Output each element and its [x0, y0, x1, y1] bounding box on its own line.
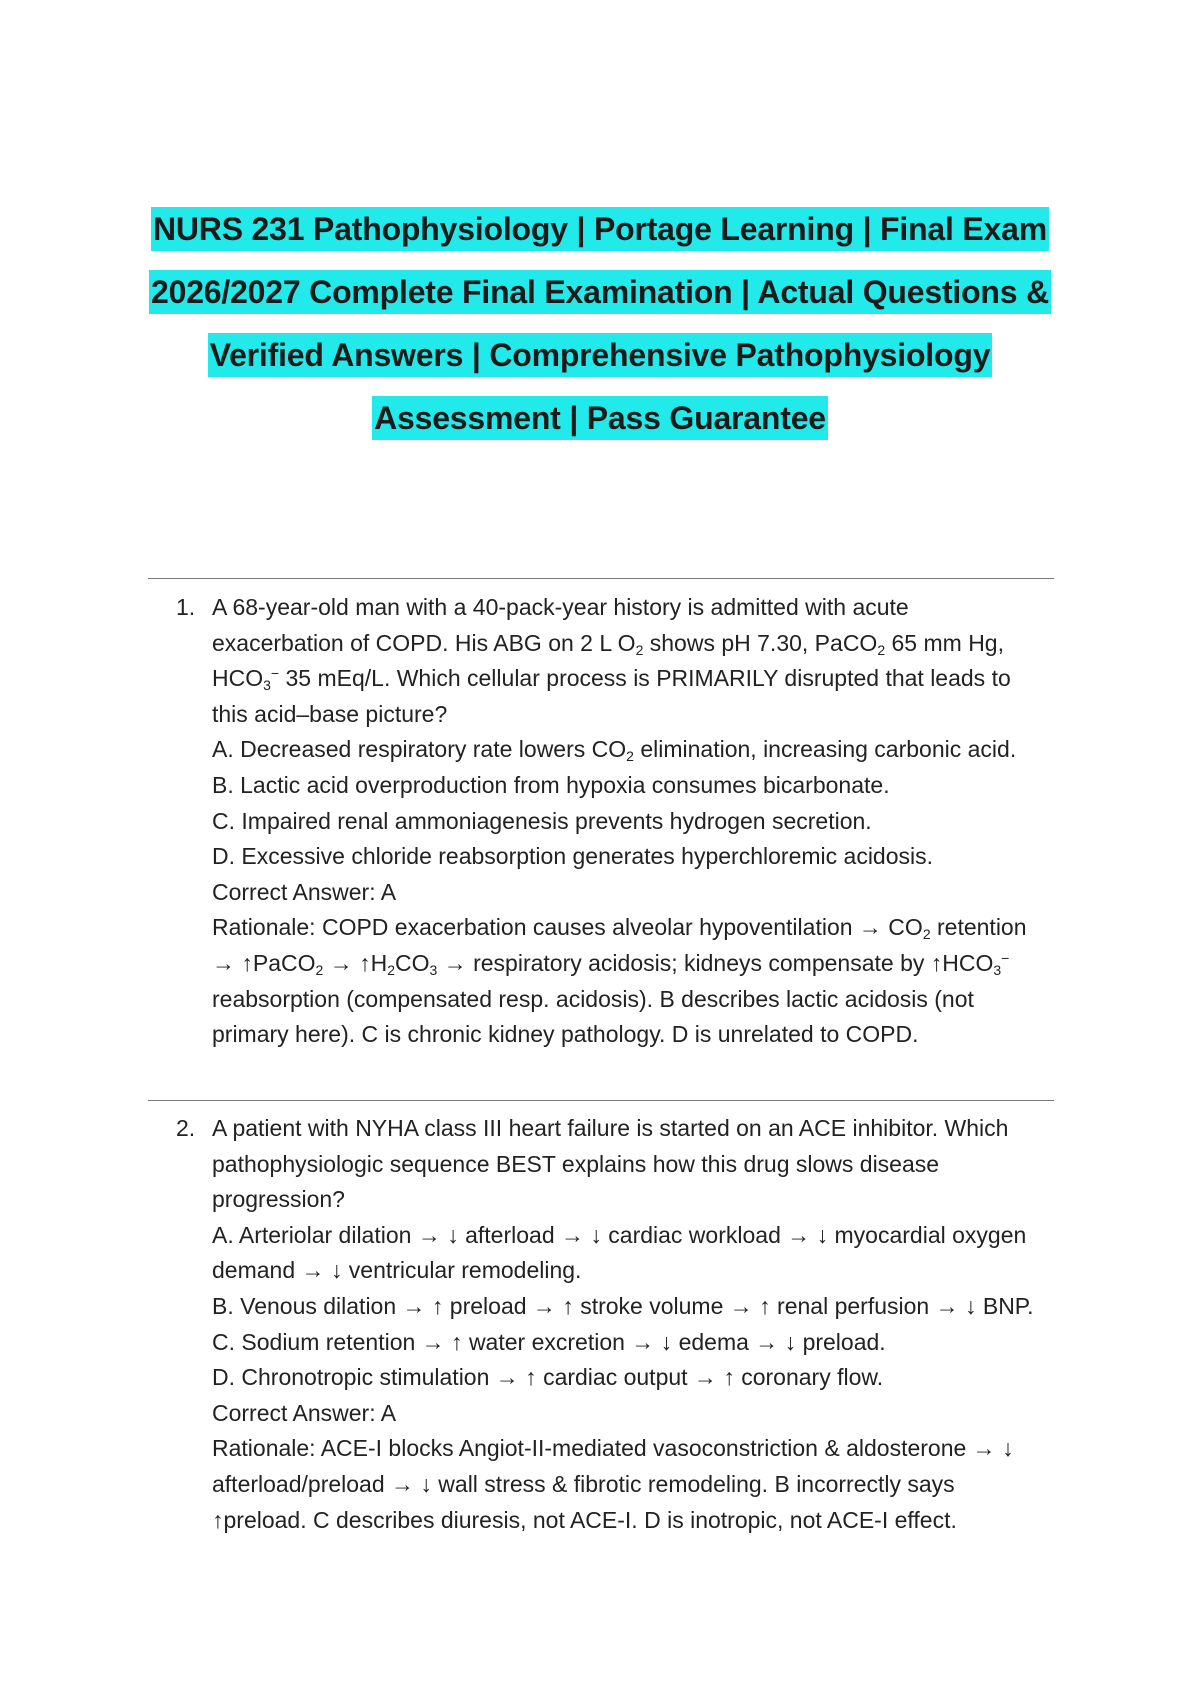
- question-stem-line: [212, 1147, 1056, 1183]
- text-run: D. Chronotropic stimulation → ↑ cardiac output → ↑ coronary flow.: [212, 1364, 884, 1391]
- title-line-text: Assessment | Pass Guarantee: [372, 396, 828, 440]
- section-divider: [148, 1100, 1054, 1101]
- subscript: 2: [877, 641, 886, 658]
- text-run: CO: [395, 949, 430, 976]
- text-run: D. Excessive chloride reabsorption generates hyperchloremic acidosis.: [212, 843, 934, 870]
- question-stem-line: [212, 661, 1056, 697]
- title-line: [100, 261, 1100, 324]
- question-stem-line: [212, 626, 1056, 662]
- text-run: B. Venous dilation → ↑ preload → ↑ stroke volume → ↑ renal perfusion → ↓ BNP.: [212, 1292, 1034, 1319]
- question-stem-line: [212, 590, 1056, 626]
- answer-option-line: [212, 768, 1056, 804]
- text-run: → ↑H: [323, 949, 388, 976]
- subscript: 3: [429, 961, 438, 978]
- answer-option-line: [212, 1253, 1056, 1289]
- answer-option-line: [212, 732, 1056, 768]
- text-run: shows pH 7.30, PaCO: [643, 629, 878, 656]
- subscript: 3: [993, 961, 1002, 978]
- text-run: progression?: [212, 1186, 345, 1213]
- text-run: HCO: [212, 665, 264, 692]
- text-run: primary here). C is chronic kidney pathology. D is unrelated to COPD.: [212, 1021, 919, 1048]
- text-run: ↑preload. C describes diuresis, not ACE-I. D is inotropic, not ACE-I effect.: [212, 1506, 957, 1533]
- text-run: elimination, increasing carbonic acid.: [633, 736, 1017, 763]
- subscript: 3: [263, 677, 271, 694]
- text-run: → respiratory acidosis; kidneys compensate by ↑HCO: [437, 949, 994, 976]
- text-run: A 68-year-old man with a 40-pack-year history is admitted with acute: [212, 594, 909, 620]
- title-line-text: 2026/2027 Complete Final Examination | Actual Questions &: [149, 270, 1051, 314]
- text-run: this acid–base picture?: [212, 700, 448, 727]
- text-run: retention: [930, 914, 1027, 941]
- text-run: C. Sodium retention → ↑ water excretion → ↓ edema → ↓ preload.: [212, 1328, 886, 1355]
- text-run: A. Arteriolar dilation → ↓ afterload → ↓ cardiac workload → ↓ myocardial oxygen: [212, 1221, 1027, 1248]
- section-divider: [148, 578, 1054, 579]
- question-1: [176, 590, 1056, 1053]
- text-run: exacerbation of COPD. His ABG on 2 L O: [212, 629, 636, 656]
- correct-answer: Correct Answer: A: [212, 878, 397, 905]
- question-stem-line: [212, 1111, 1056, 1147]
- title-line: [100, 198, 1100, 261]
- rationale-line: [212, 1467, 1056, 1503]
- answer-option-line: [212, 1325, 1056, 1361]
- text-run: afterload/preload → ↓ wall stress & fibrotic remodeling. B incorrectly says: [212, 1470, 955, 1497]
- text-run: reabsorption (compensated resp. acidosis). B describes lactic acidosis (not: [212, 985, 974, 1012]
- title-line: [100, 387, 1100, 450]
- text-run: Rationale: COPD exacerbation causes alveolar hypoventilation → CO: [212, 914, 923, 941]
- text-run: A patient with NYHA class III heart failure is started on an ACE inhibitor. Which: [212, 1115, 1009, 1141]
- subscript: 2: [635, 641, 644, 658]
- text-run: Rationale: ACE-I blocks Angiot-II-mediated vasoconstriction & aldosterone → ↓: [212, 1435, 1014, 1462]
- subscript: 2: [922, 926, 931, 943]
- question-number: 2.: [176, 1115, 196, 1141]
- superscript: −: [1001, 949, 1010, 966]
- rationale-line: [212, 1503, 1056, 1539]
- answer-option-line: [212, 839, 1056, 875]
- question-2: [176, 1111, 1056, 1538]
- question-stem-line: [212, 1182, 1056, 1218]
- subscript: 2: [387, 961, 396, 978]
- answer-option-line: [212, 1218, 1056, 1254]
- rationale-line: [212, 1431, 1056, 1467]
- subscript: 2: [626, 748, 634, 765]
- title-line-text: NURS 231 Pathophysiology | Portage Learning | Final Exam: [151, 207, 1049, 251]
- text-run: 35 mEq/L. Which cellular process is PRIMARILY disrupted that leads to: [279, 665, 1011, 692]
- rationale-line: [212, 1017, 1056, 1053]
- question-body: [212, 1111, 1056, 1538]
- text-run: 65 mm Hg,: [885, 629, 1004, 656]
- superscript: −: [270, 665, 280, 682]
- rationale-line: [212, 910, 1056, 946]
- rationale-line: [212, 982, 1056, 1018]
- answer-option-line: [212, 1360, 1056, 1396]
- subscript: 2: [315, 961, 324, 978]
- text-run: demand → ↓ ventricular remodeling.: [212, 1257, 582, 1284]
- rationale-line: [212, 946, 1056, 982]
- title-line: [100, 324, 1100, 387]
- text-run: → ↑PaCO: [212, 949, 316, 976]
- text-run: A. Decreased respiratory rate lowers CO: [212, 736, 627, 763]
- answer-option-line: [212, 1289, 1056, 1325]
- title-line-text: Verified Answers | Comprehensive Pathophysiology: [208, 333, 993, 377]
- question-stem-line: [212, 697, 1056, 733]
- text-run: C. Impaired renal ammoniagenesis prevents hydrogen secretion.: [212, 807, 872, 834]
- answer-option-line: [212, 804, 1056, 840]
- question-body: [212, 590, 1056, 1053]
- question-number: 1.: [176, 594, 196, 620]
- text-run: B. Lactic acid overproduction from hypoxia consumes bicarbonate.: [212, 771, 890, 798]
- text-run: pathophysiologic sequence BEST explains how this drug slows disease: [212, 1150, 940, 1177]
- document-title: [100, 198, 1100, 450]
- correct-answer: Correct Answer: A: [212, 1399, 397, 1426]
